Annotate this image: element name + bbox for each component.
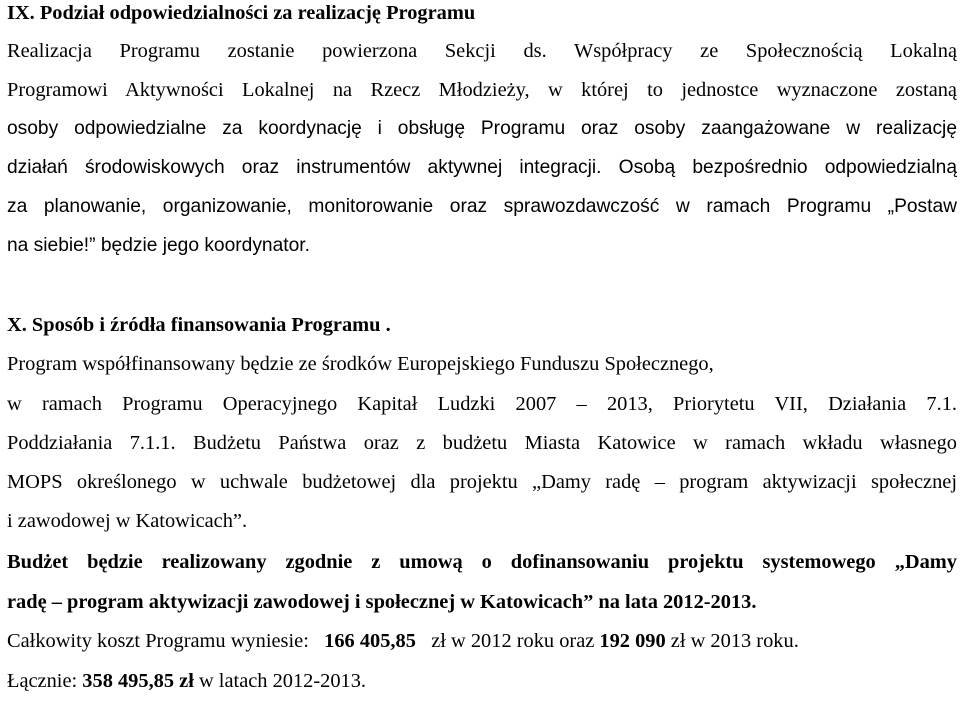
grand-total-amount: 358 495,85 zł [82, 670, 194, 692]
amount-2012: 166 405,85 [324, 630, 416, 652]
paragraph-line: Realizacja Programu zostanie powierzona Sekcji ds. Współpracy ze Społecznością Lokalną [7, 40, 957, 62]
paragraph-line: osoby odpowiedzialne za koordynację i obsługę Programu oraz osoby zaangażowane w realizację [7, 118, 957, 139]
paragraph-line: Poddziałania 7.1.1. Budżetu Państwa oraz z budżetu Miasta Katowice w ramach wkładu własnego [7, 432, 957, 454]
total-cost-line [7, 628, 957, 654]
paragraph-line: Program współfinansowany będzie ze środków Europejskiego Funduszu Społecznego, [7, 353, 714, 375]
section-x-heading: X. Sposób i źródła finansowania Programu . [7, 314, 391, 336]
paragraph-line: działań środowiskowych oraz instrumentów aktywnej integracji. Osobą bezpośrednio odpowiedzialną [7, 157, 957, 178]
grand-total-prefix: Łącznie: [7, 670, 78, 692]
budget-statement-line: radę – program aktywizacji zawodowej i społecznej w Katowicach” na lata 2012-2013. [7, 591, 757, 613]
paragraph-line: MOPS określonego w uchwale budżetowej dla projektu „Damy radę – program aktywizacji społecznej [7, 471, 957, 493]
paragraph-line: w ramach Programu Operacyjnego Kapitał Ludzki 2007 – 2013, Priorytetu VII, Działania 7.1. [7, 393, 957, 415]
paragraph-line: na siebie!” będzie jego koordynator. [7, 235, 310, 256]
paragraph-line: i zawodowej w Katowicach”. [7, 510, 248, 532]
amount-2013: 192 090 [599, 630, 666, 652]
budget-statement-line: Budżet będzie realizowany zgodnie z umową o dofinansowaniu projektu systemowego „Damy [7, 551, 957, 573]
total-cost-suffix: zł w 2013 roku. [670, 630, 799, 652]
total-cost-mid: zł w 2012 roku oraz [431, 630, 595, 652]
section-ix-heading: IX. Podział odpowiedzialności za realizację Programu [7, 2, 476, 24]
grand-total-line [7, 668, 957, 694]
paragraph-line: Programowi Aktywności Lokalnej na Rzecz Młodzieży, w której to jednostce wyznaczone zostaną [7, 79, 957, 101]
total-cost-prefix: Całkowity koszt Programu wyniesie: [7, 630, 309, 652]
grand-total-suffix: w latach 2012-2013. [198, 670, 367, 692]
paragraph-line: za planowanie, organizowanie, monitorowanie oraz sprawozdawczość w ramach Programu „Postaw [7, 196, 957, 217]
